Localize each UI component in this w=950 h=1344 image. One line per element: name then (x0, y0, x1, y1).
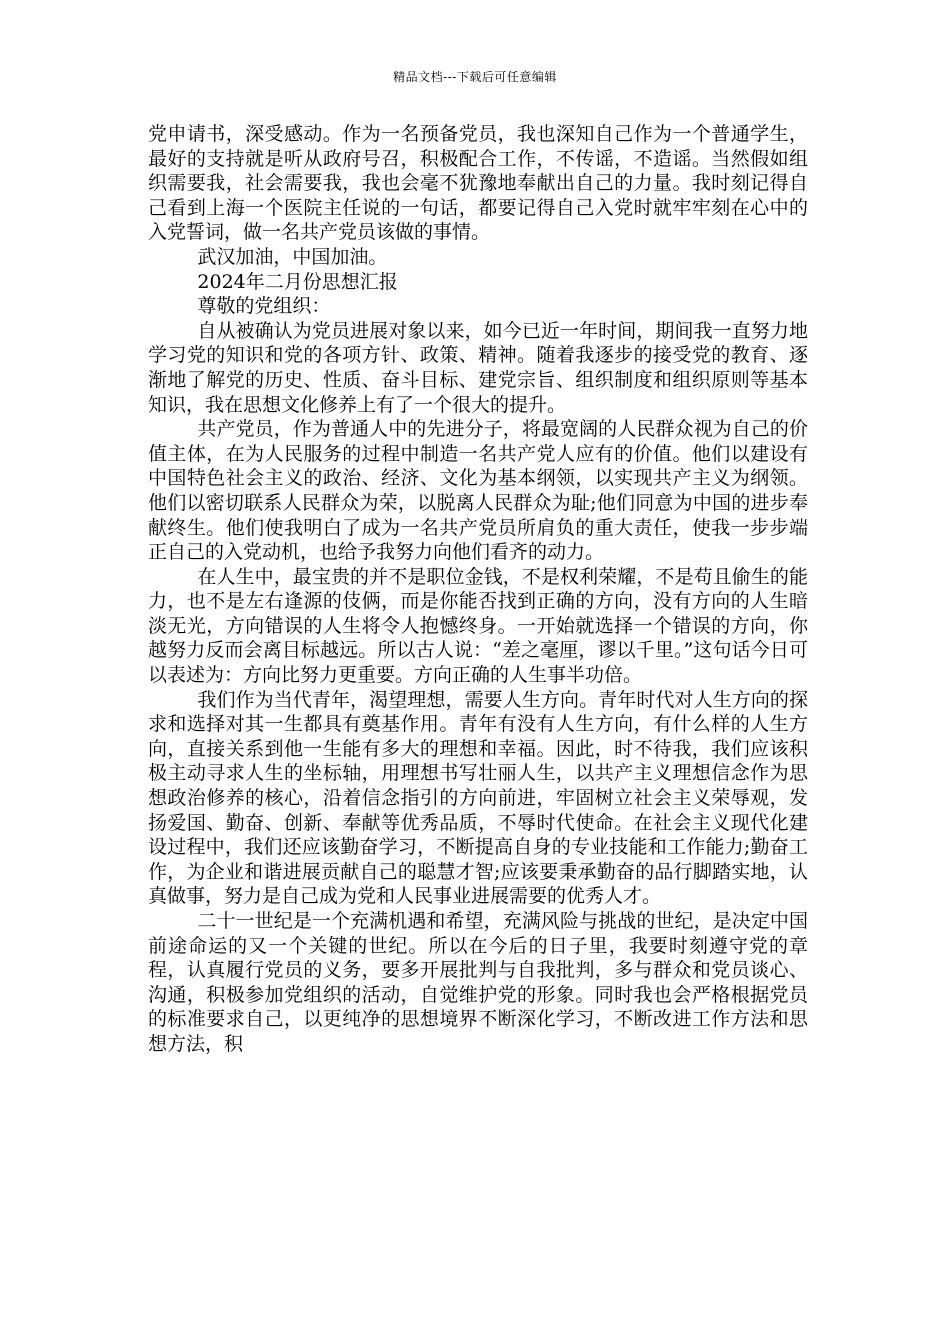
paragraph: 共产党员，作为普通人中的先进分子，将最宽阔的人民群众视为自己的价值主体，在为人民服务的过程中制造一名共产党人应有的价值。他们以建设有中国特色社会主义的政治、经济、文化为基本纲领，以实现共产主义为纲领。他们以密切联系人民群众为荣，以脱离人民群众为耻;他们同意为中国的进步奉献终生。他们使我明白了成为一名共产党员所肩负的重大责任，使我一步步端正自己的入党动机，也给予我努力向他们看齐的动力。 (148, 418, 808, 564)
document-body (148, 122, 808, 1057)
paragraph: 自从被确认为党员进展对象以来，如今已近一年时间，期间我一直努力地学习党的知识和党的各项方针、政策、精神。随着我逐步的接受党的教育、逐渐地了解党的历史、性质、奋斗目标、建党宗旨、组织制度和组织原则等基本知识，我在思想文化修养上有了一个很大的提升。 (148, 319, 808, 416)
page-header: 精品文档---下载后可任意编辑 (393, 70, 557, 84)
paragraph-continuation: 党申请书，深受感动。作为一名预备党员，我也深知自己作为一个普通学生，最好的支持就是听从政府号召，积极配合工作，不传谣，不造谣。当然假如组织需要我，社会需要我，我也会毫不犹豫地奉献出自己的力量。我时刻记得自己看到上海一个医院主任说的一句话，都要记得自己入党时就牢牢刻在心中的入党誓词，做一名共产党员该做的事情。 (148, 123, 808, 244)
paragraph: 在人生中，最宝贵的并不是职位金钱，不是权利荣耀，不是苟且偷生的能力，也不是左右逢源的伎俩，而是你能否找到正确的方向，没有方向的人生暗淡无光，方向错误的人生将令人抱憾终身。一开始就选择一个错误的方向，你越努力反而会离目标越远。所以古人说：“差之毫厘，谬以千里。”这句话今日可以表述为：方向比努力更重要。方向正确的人生事半功倍。 (148, 565, 808, 687)
paragraph: 我们作为当代青年，渴望理想，需要人生方向。青年时代对人生方向的探求和选择对其一生都具有奠基作用。青年有没有人生方向，有什么样的人生方向，直接关系到他一生能有多大的理想和幸福。因此，时不待我，我们应该积极主动寻求人生的坐标轴，用理想书写壮丽人生，以共产主义理想信念作为思想政治修养的核心，沿着信念指引的方向前进，牢固树立社会主义荣辱观，发扬爱国、勤奋、创新、奉献等优秀品质，不辱时代使命。在社会主义现代化建设过程中，我们还应该勤奋学习，不断提高自身的专业技能和工作能力;勤奋工作，为企业和谐进展贡献自己的聪慧才智;应该要秉承勤奋的品行脚踏实地，认真做事，努力是自己成为党和人民事业进展需要的优秀人才。 (148, 688, 808, 908)
paragraph: 二十一世纪是一个充满机遇和希望，充满风险与挑战的世纪，是决定中国前途命运的又一个关键的世纪。所以在今后的日子里，我要时刻遵守党的章程，认真履行党员的义务，要多开展批判与自我批判，多与群众和党员谈心、沟通，积极参加党组织的活动，自觉维护党的形象。同时我也会严格根据党员的标准要求自己，以更纯净的思想境界不断深化学习，不断改进工作方法和思想方法，积 (148, 910, 808, 1055)
paragraph-slogan: 武汉加油，中国加油。 (197, 245, 388, 268)
report-title: 2024年二月份思想汇报 (197, 270, 398, 293)
salutation: 尊敬的党组织： (197, 295, 331, 318)
